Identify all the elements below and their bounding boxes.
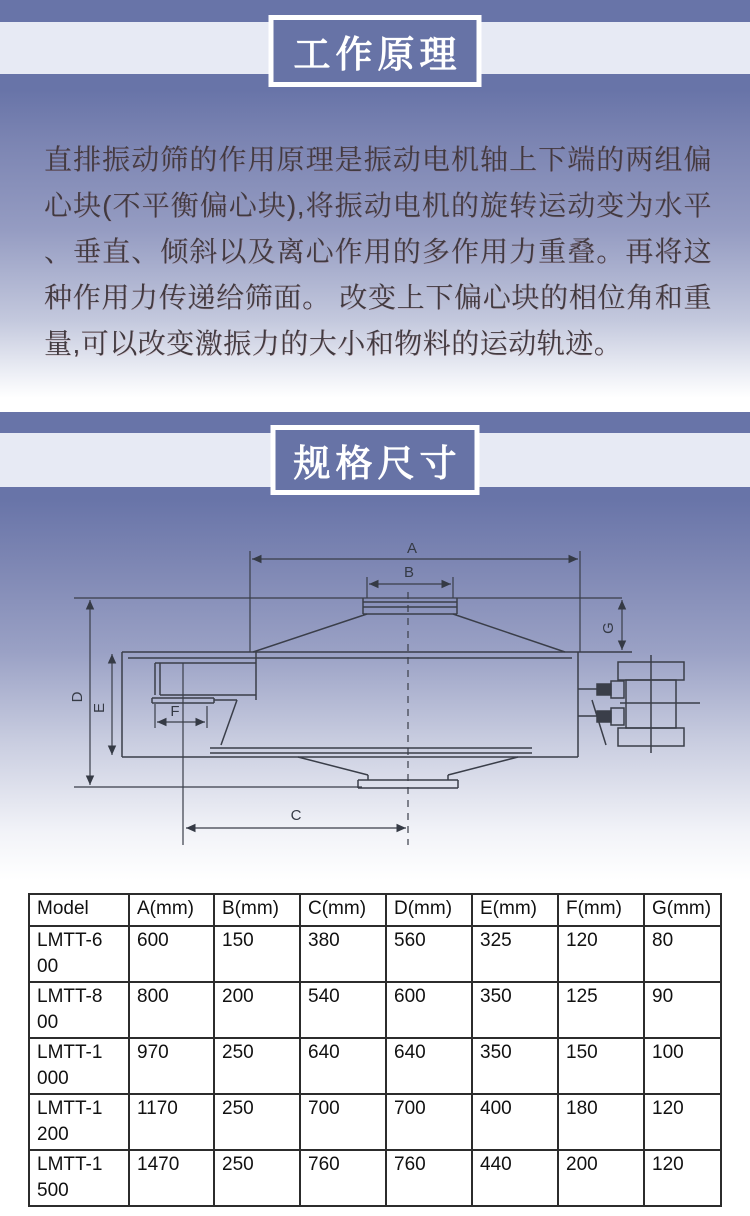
- value-cell: 760: [300, 1150, 386, 1206]
- dim-label-f: F: [170, 703, 180, 720]
- clamp-bracket-upper: [611, 681, 624, 698]
- value-cell: 600: [129, 926, 214, 982]
- table-row: [29, 926, 721, 982]
- value-cell: 440: [472, 1150, 558, 1206]
- dim-label-e: E: [91, 702, 108, 714]
- value-cell: 640: [300, 1038, 386, 1094]
- value-cell: 150: [558, 1038, 644, 1094]
- value-cell: 325: [472, 926, 558, 982]
- table-row: [29, 1094, 721, 1150]
- column-header: E(mm): [472, 894, 558, 926]
- value-cell: 120: [558, 926, 644, 982]
- value-cell: 100: [644, 1038, 721, 1094]
- value-cell: 350: [472, 982, 558, 1038]
- value-cell: 125: [558, 982, 644, 1038]
- value-cell: 540: [300, 982, 386, 1038]
- dim-label-c: C: [290, 807, 302, 824]
- value-cell: 970: [129, 1038, 214, 1094]
- column-header: F(mm): [558, 894, 644, 926]
- value-cell: 200: [558, 1150, 644, 1206]
- clamp-bracket-lower: [611, 708, 624, 725]
- value-cell: 250: [214, 1038, 300, 1094]
- column-header: B(mm): [214, 894, 300, 926]
- model-cell: LMTT-1200: [29, 1094, 129, 1150]
- column-header: C(mm): [300, 894, 386, 926]
- principle-paragraph: 直排振动筛的作用原理是振动电机轴上下端的两组偏心块(不平衡偏心块),将振动电机的旋转运动变为水平 、垂直、倾斜以及离心作用的多作用力重叠。再将这种作用力传递给筛面。 改变上下偏心块的相位角和重量,可以改变激振力的大小和物料的运动轨迹。: [44, 144, 712, 359]
- model-cell: LMTT-1500: [29, 1150, 129, 1206]
- banner-title-box: [269, 15, 482, 87]
- banner-title: 工作原理: [293, 34, 462, 75]
- column-header: D(mm): [386, 894, 472, 926]
- value-cell: 600: [386, 982, 472, 1038]
- value-cell: 560: [386, 926, 472, 982]
- banner-working-principle: [0, 0, 750, 97]
- dim-label-g: G: [600, 622, 617, 634]
- value-cell: 200: [214, 982, 300, 1038]
- spec-diagram: [0, 497, 750, 882]
- dimension-arrows: [90, 559, 622, 828]
- section-specifications: [0, 412, 750, 882]
- column-header: A(mm): [129, 894, 214, 926]
- value-cell: 760: [386, 1150, 472, 1206]
- value-cell: 120: [644, 1094, 721, 1150]
- value-cell: 180: [558, 1094, 644, 1150]
- value-cell: 150: [214, 926, 300, 982]
- spec-table-head: [29, 894, 721, 926]
- value-cell: 90: [644, 982, 721, 1038]
- dim-label-b: B: [403, 564, 415, 581]
- column-header: Model: [29, 894, 129, 926]
- value-cell: 80: [644, 926, 721, 982]
- vibration-motor-assembly: [578, 655, 700, 753]
- value-cell: 380: [300, 926, 386, 982]
- sieve-machine-outline: [122, 598, 632, 788]
- value-cell: 800: [129, 982, 214, 1038]
- table-row: [29, 982, 721, 1038]
- banner-title-box: [271, 425, 480, 495]
- section-divider: [0, 400, 750, 412]
- model-cell: LMTT-1000: [29, 1038, 129, 1094]
- banner-title: 规格尺寸: [293, 443, 462, 484]
- value-cell: 400: [472, 1094, 558, 1150]
- dimension-labels: [69, 540, 617, 824]
- banner-specifications: [0, 412, 750, 497]
- clamp-bolt-lower: [597, 711, 611, 722]
- dim-label-d: D: [69, 691, 86, 703]
- table-row: [29, 1038, 721, 1094]
- table-header-row: [29, 894, 721, 926]
- table-row: [29, 1150, 721, 1206]
- value-cell: 640: [386, 1038, 472, 1094]
- value-cell: 120: [644, 1150, 721, 1206]
- value-cell: 700: [300, 1094, 386, 1150]
- value-cell: 1470: [129, 1150, 214, 1206]
- value-cell: 700: [386, 1094, 472, 1150]
- value-cell: 1170: [129, 1094, 214, 1150]
- model-cell: LMTT-800: [29, 982, 129, 1038]
- model-cell: LMTT-600: [29, 926, 129, 982]
- dim-label-a: A: [406, 540, 418, 557]
- column-header: G(mm): [644, 894, 721, 926]
- clamp-bolt-upper: [597, 684, 611, 695]
- section-working-principle: [0, 0, 750, 400]
- spec-table-body: [29, 926, 721, 1206]
- value-cell: 250: [214, 1094, 300, 1150]
- spec-table: [28, 893, 722, 1207]
- spec-table-section: [0, 882, 750, 1207]
- value-cell: 350: [472, 1038, 558, 1094]
- value-cell: 250: [214, 1150, 300, 1206]
